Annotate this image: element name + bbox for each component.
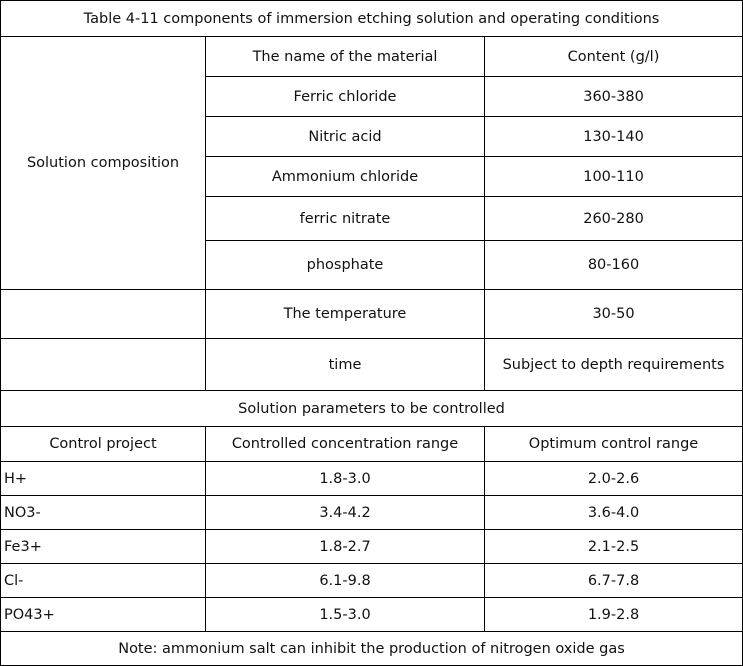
control-project-header: Control project <box>1 427 206 462</box>
optimum-range: 3.6-4.0 <box>485 496 743 530</box>
material-name: Ammonium chloride <box>206 157 485 197</box>
temperature-row <box>1 290 743 339</box>
material-content: 260-280 <box>485 197 743 241</box>
solution-composition-label: Solution composition <box>1 37 206 290</box>
concentration-range: 1.8-3.0 <box>206 462 485 496</box>
optimum-range: 1.9-2.8 <box>485 598 743 632</box>
material-content: 80-160 <box>485 241 743 290</box>
table-row <box>1 564 743 598</box>
title-row <box>1 1 743 37</box>
time-row <box>1 339 743 391</box>
table-note: Note: ammonium salt can inhibit the production of nitrogen oxide gas <box>1 632 743 666</box>
optimum-range: 2.1-2.5 <box>485 530 743 564</box>
composition-header-row <box>1 37 743 77</box>
table-row <box>1 598 743 632</box>
condition-value: Subject to depth requirements <box>485 339 743 391</box>
concentration-range: 1.5-3.0 <box>206 598 485 632</box>
control-item: NO3- <box>1 496 206 530</box>
parameters-header-row <box>1 427 743 462</box>
concentration-range: 3.4-4.2 <box>206 496 485 530</box>
control-item: H+ <box>1 462 206 496</box>
concentration-range: 6.1-9.8 <box>206 564 485 598</box>
optimum-range: 2.0-2.6 <box>485 462 743 496</box>
optimum-range: 6.7-7.8 <box>485 564 743 598</box>
optimum-range-header: Optimum control range <box>485 427 743 462</box>
control-item: Fe3+ <box>1 530 206 564</box>
concentration-range: 1.8-2.7 <box>206 530 485 564</box>
note-row <box>1 632 743 666</box>
parameters-title-row <box>1 391 743 427</box>
condition-value: 30-50 <box>485 290 743 339</box>
material-content: 130-140 <box>485 117 743 157</box>
material-content: 100-110 <box>485 157 743 197</box>
table-row <box>1 462 743 496</box>
table-title: Table 4-11 components of immersion etching solution and operating conditions <box>1 1 743 37</box>
material-content: 360-380 <box>485 77 743 117</box>
control-item: PO43+ <box>1 598 206 632</box>
condition-label-cell <box>1 290 206 339</box>
content-header: Content (g/l) <box>485 37 743 77</box>
table-row <box>1 496 743 530</box>
condition-name: time <box>206 339 485 391</box>
condition-name: The temperature <box>206 290 485 339</box>
table-row <box>1 530 743 564</box>
concentration-range-header: Controlled concentration range <box>206 427 485 462</box>
condition-label-cell <box>1 339 206 391</box>
parameters-section-title: Solution parameters to be controlled <box>1 391 743 427</box>
material-name: Nitric acid <box>206 117 485 157</box>
material-name: ferric nitrate <box>206 197 485 241</box>
material-name-header: The name of the material <box>206 37 485 77</box>
material-name: Ferric chloride <box>206 77 485 117</box>
control-item: Cl- <box>1 564 206 598</box>
material-name: phosphate <box>206 241 485 290</box>
